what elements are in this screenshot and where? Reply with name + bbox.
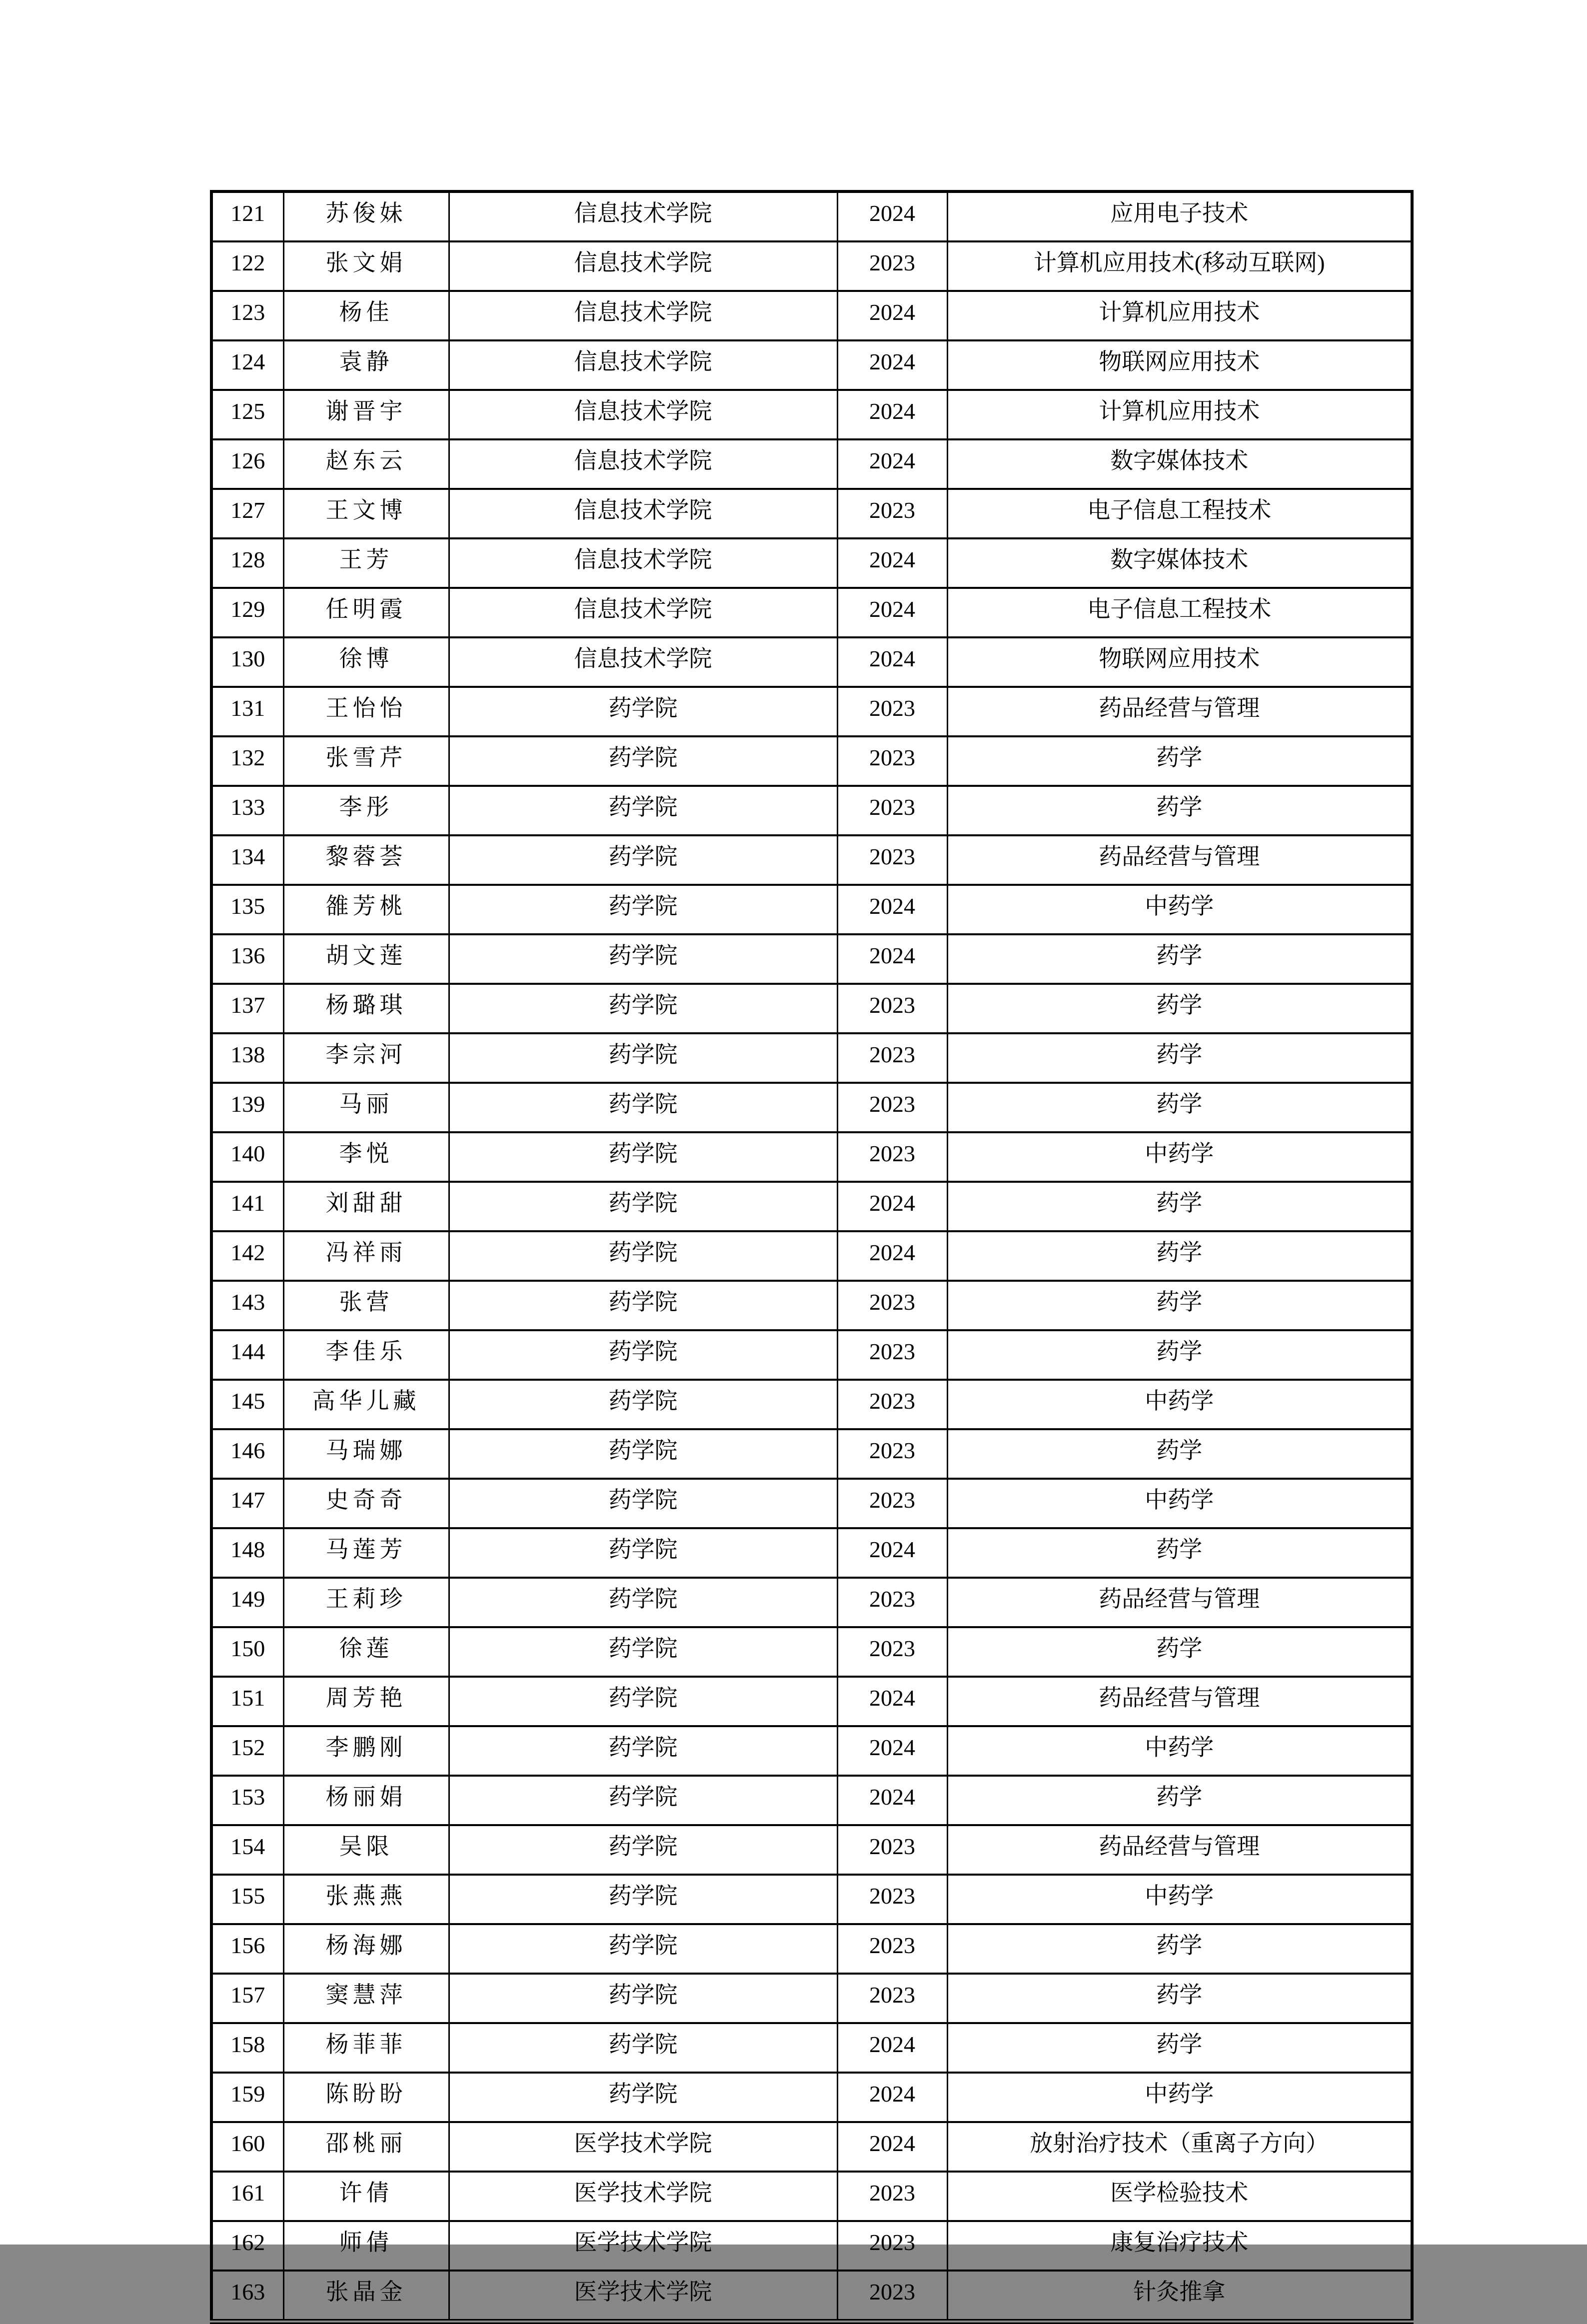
cell-college: 药学院 [449,1627,837,1677]
cell-major: 药品经营与管理 [947,687,1412,736]
cell-name: 马丽 [283,1083,449,1132]
cell-major: 数字媒体技术 [947,439,1412,489]
cell-name: 王芳 [283,538,449,588]
cell-number: 135 [211,885,283,934]
cell-college: 药学院 [449,1924,837,1974]
cell-number: 144 [211,1330,283,1380]
cell-year: 2023 [837,1033,947,1083]
cell-name: 张营 [283,1281,449,1330]
cell-name: 张晶金 [283,2271,449,2322]
cell-major: 药品经营与管理 [947,835,1412,885]
cell-year: 2023 [837,1627,947,1677]
table-row [211,1726,1412,1776]
cell-major: 药品经营与管理 [947,1677,1412,1726]
cell-name: 刘甜甜 [283,1182,449,1231]
cell-college: 医学技术学院 [449,2271,837,2322]
table-row [211,1033,1412,1083]
table-row [211,1677,1412,1726]
table-row [211,1429,1412,1479]
table-row [211,291,1412,340]
cell-year: 2024 [837,588,947,637]
cell-name: 雒芳桃 [283,885,449,934]
cell-major: 药学 [947,1182,1412,1231]
cell-college: 信息技术学院 [449,538,837,588]
cell-year: 2023 [837,1380,947,1429]
table-row [211,2271,1412,2322]
table-row [211,984,1412,1033]
cell-year: 2023 [837,2271,947,2322]
cell-name: 高华儿藏 [283,1380,449,1429]
cell-major: 中药学 [947,1479,1412,1528]
cell-college: 信息技术学院 [449,439,837,489]
cell-name: 杨佳 [283,291,449,340]
cell-number: 129 [211,588,283,637]
cell-major: 中药学 [947,1380,1412,1429]
cell-college: 药学院 [449,984,837,1033]
cell-year: 2023 [837,1578,947,1627]
cell-number: 152 [211,1726,283,1776]
cell-number: 133 [211,786,283,835]
cell-major: 药学 [947,1528,1412,1578]
cell-major: 药学 [947,1033,1412,1083]
cell-name: 张雪芹 [283,736,449,786]
cell-number: 145 [211,1380,283,1429]
cell-year: 2024 [837,637,947,687]
table-row [211,1479,1412,1528]
cell-major: 物联网应用技术 [947,637,1412,687]
table-body [211,191,1412,2322]
student-roster-table [210,190,1414,2324]
cell-year: 2024 [837,1182,947,1231]
cell-major: 康复治疗技术 [947,2221,1412,2271]
cell-college: 药学院 [449,1281,837,1330]
cell-year: 2024 [837,2073,947,2122]
cell-number: 161 [211,2172,283,2221]
cell-college: 医学技术学院 [449,2221,837,2271]
cell-number: 124 [211,340,283,390]
table-row [211,1380,1412,1429]
table-row [211,885,1412,934]
cell-college: 医学技术学院 [449,2122,837,2172]
cell-name: 冯祥雨 [283,1231,449,1281]
cell-number: 154 [211,1825,283,1875]
cell-number: 158 [211,2023,283,2073]
cell-number: 121 [211,191,283,241]
cell-college: 信息技术学院 [449,489,837,538]
cell-college: 药学院 [449,1182,837,1231]
cell-number: 140 [211,1132,283,1182]
table-row [211,1281,1412,1330]
cell-year: 2024 [837,934,947,984]
cell-major: 放射治疗技术（重离子方向） [947,2122,1412,2172]
cell-name: 张燕燕 [283,1875,449,1924]
cell-college: 药学院 [449,2023,837,2073]
cell-year: 2024 [837,390,947,439]
table-row [211,1182,1412,1231]
cell-number: 136 [211,934,283,984]
cell-year: 2024 [837,2023,947,2073]
cell-number: 138 [211,1033,283,1083]
cell-college: 药学院 [449,1330,837,1380]
cell-college: 药学院 [449,1875,837,1924]
cell-name: 谢晋宇 [283,390,449,439]
cell-name: 徐莲 [283,1627,449,1677]
table-row [211,538,1412,588]
cell-number: 150 [211,1627,283,1677]
table-row [211,1083,1412,1132]
cell-major: 药学 [947,1330,1412,1380]
table-row [211,1578,1412,1627]
table-row [211,1528,1412,1578]
cell-college: 药学院 [449,1776,837,1825]
cell-college: 药学院 [449,934,837,984]
cell-college: 信息技术学院 [449,637,837,687]
cell-year: 2023 [837,1281,947,1330]
cell-college: 药学院 [449,1726,837,1776]
cell-year: 2023 [837,1429,947,1479]
cell-number: 148 [211,1528,283,1578]
cell-name: 苏俊妹 [283,191,449,241]
cell-name: 赵东云 [283,439,449,489]
cell-number: 139 [211,1083,283,1132]
cell-major: 中药学 [947,1875,1412,1924]
cell-number: 156 [211,1924,283,1974]
cell-name: 黎蓉荟 [283,835,449,885]
table-row [211,687,1412,736]
cell-college: 药学院 [449,1825,837,1875]
cell-year: 2023 [837,835,947,885]
table-row [211,637,1412,687]
cell-major: 药学 [947,1429,1412,1479]
cell-college: 药学院 [449,736,837,786]
cell-year: 2024 [837,538,947,588]
cell-year: 2023 [837,1479,947,1528]
cell-year: 2024 [837,1726,947,1776]
cell-year: 2024 [837,291,947,340]
table-row [211,1627,1412,1677]
cell-name: 杨菲菲 [283,2023,449,2073]
cell-year: 2023 [837,1924,947,1974]
cell-year: 2023 [837,241,947,291]
cell-name: 李悦 [283,1132,449,1182]
cell-college: 药学院 [449,1578,837,1627]
cell-college: 药学院 [449,1231,837,1281]
table-row [211,241,1412,291]
cell-major: 中药学 [947,1132,1412,1182]
table-row [211,835,1412,885]
cell-number: 125 [211,390,283,439]
cell-name: 马瑞娜 [283,1429,449,1479]
cell-major: 药学 [947,786,1412,835]
cell-number: 153 [211,1776,283,1825]
cell-major: 药学 [947,2023,1412,2073]
cell-name: 任明霞 [283,588,449,637]
cell-name: 李宗河 [283,1033,449,1083]
cell-number: 123 [211,291,283,340]
cell-college: 信息技术学院 [449,291,837,340]
cell-major: 药品经营与管理 [947,1578,1412,1627]
cell-year: 2023 [837,1330,947,1380]
cell-name: 周芳艳 [283,1677,449,1726]
cell-number: 160 [211,2122,283,2172]
cell-number: 132 [211,736,283,786]
cell-major: 药学 [947,1627,1412,1677]
cell-major: 数字媒体技术 [947,538,1412,588]
cell-college: 药学院 [449,687,837,736]
cell-college: 药学院 [449,1528,837,1578]
cell-number: 143 [211,1281,283,1330]
cell-name: 胡文莲 [283,934,449,984]
cell-major: 药学 [947,984,1412,1033]
table-row [211,2073,1412,2122]
cell-number: 147 [211,1479,283,1528]
cell-major: 药品经营与管理 [947,1825,1412,1875]
cell-college: 药学院 [449,1033,837,1083]
cell-major: 中药学 [947,2073,1412,2122]
cell-major: 药学 [947,1974,1412,2023]
cell-name: 马莲芳 [283,1528,449,1578]
cell-college: 信息技术学院 [449,390,837,439]
cell-major: 药学 [947,1083,1412,1132]
table-row [211,340,1412,390]
cell-number: 134 [211,835,283,885]
table-row [211,2122,1412,2172]
cell-college: 药学院 [449,1429,837,1479]
cell-college: 药学院 [449,885,837,934]
cell-number: 137 [211,984,283,1033]
cell-major: 应用电子技术 [947,191,1412,241]
table-row [211,588,1412,637]
cell-year: 2024 [837,885,947,934]
cell-year: 2023 [837,489,947,538]
cell-name: 李鹏刚 [283,1726,449,1776]
cell-year: 2023 [837,1083,947,1132]
table-row [211,2023,1412,2073]
cell-year: 2024 [837,439,947,489]
cell-college: 信息技术学院 [449,241,837,291]
cell-year: 2023 [837,786,947,835]
cell-name: 王莉珍 [283,1578,449,1627]
cell-college: 药学院 [449,1974,837,2023]
table-row [211,2221,1412,2271]
cell-number: 162 [211,2221,283,2271]
cell-number: 127 [211,489,283,538]
cell-name: 李佳乐 [283,1330,449,1380]
table-row [211,439,1412,489]
cell-number: 146 [211,1429,283,1479]
cell-year: 2023 [837,1974,947,2023]
cell-major: 计算机应用技术 [947,291,1412,340]
cell-name: 窦慧萍 [283,1974,449,2023]
cell-college: 信息技术学院 [449,191,837,241]
cell-year: 2024 [837,1231,947,1281]
cell-year: 2024 [837,1776,947,1825]
cell-name: 吴限 [283,1825,449,1875]
cell-major: 计算机应用技术 [947,390,1412,439]
cell-major: 中药学 [947,885,1412,934]
cell-name: 李彤 [283,786,449,835]
table-row [211,390,1412,439]
cell-year: 2023 [837,2172,947,2221]
cell-number: 163 [211,2271,283,2322]
cell-name: 陈盼盼 [283,2073,449,2122]
cell-major: 药学 [947,1281,1412,1330]
cell-college: 信息技术学院 [449,588,837,637]
cell-major: 电子信息工程技术 [947,588,1412,637]
cell-college: 药学院 [449,1380,837,1429]
cell-major: 中药学 [947,1726,1412,1776]
table-row [211,2172,1412,2221]
cell-year: 2024 [837,340,947,390]
cell-year: 2024 [837,1528,947,1578]
cell-name: 王怡怡 [283,687,449,736]
cell-name: 邵桃丽 [283,2122,449,2172]
cell-college: 药学院 [449,1479,837,1528]
cell-number: 155 [211,1875,283,1924]
cell-major: 针灸推拿 [947,2271,1412,2322]
cell-name: 王文博 [283,489,449,538]
cell-major: 药学 [947,934,1412,984]
table-row [211,1974,1412,2023]
cell-number: 157 [211,1974,283,2023]
cell-number: 128 [211,538,283,588]
table-row [211,489,1412,538]
cell-name: 史奇奇 [283,1479,449,1528]
cell-major: 药学 [947,736,1412,786]
cell-number: 131 [211,687,283,736]
cell-number: 149 [211,1578,283,1627]
table-row [211,1924,1412,1974]
cell-college: 医学技术学院 [449,2172,837,2221]
cell-year: 2024 [837,191,947,241]
cell-number: 159 [211,2073,283,2122]
cell-number: 151 [211,1677,283,1726]
cell-name: 袁静 [283,340,449,390]
table-row [211,1231,1412,1281]
table-row [211,1875,1412,1924]
cell-number: 122 [211,241,283,291]
cell-number: 126 [211,439,283,489]
cell-name: 许倩 [283,2172,449,2221]
cell-name: 杨璐琪 [283,984,449,1033]
table-row [211,191,1412,241]
cell-year: 2023 [837,1875,947,1924]
cell-year: 2024 [837,2122,947,2172]
cell-major: 医学检验技术 [947,2172,1412,2221]
cell-name: 张文娟 [283,241,449,291]
cell-year: 2023 [837,2221,947,2271]
cell-major: 电子信息工程技术 [947,489,1412,538]
cell-major: 物联网应用技术 [947,340,1412,390]
cell-college: 药学院 [449,786,837,835]
table-row [211,1776,1412,1825]
cell-year: 2023 [837,687,947,736]
cell-college: 药学院 [449,2073,837,2122]
cell-year: 2023 [837,736,947,786]
table-row [211,786,1412,835]
cell-college: 药学院 [449,1677,837,1726]
cell-college: 药学院 [449,1132,837,1182]
cell-college: 药学院 [449,1083,837,1132]
cell-year: 2024 [837,1677,947,1726]
cell-name: 杨丽娟 [283,1776,449,1825]
cell-year: 2023 [837,1132,947,1182]
cell-name: 徐博 [283,637,449,687]
cell-number: 141 [211,1182,283,1231]
table-row [211,1825,1412,1875]
cell-year: 2023 [837,1825,947,1875]
table-row [211,1330,1412,1380]
table-row [211,736,1412,786]
cell-number: 142 [211,1231,283,1281]
cell-name: 杨海娜 [283,1924,449,1974]
cell-major: 药学 [947,1924,1412,1974]
cell-major: 计算机应用技术(移动互联网) [947,241,1412,291]
table-row [211,934,1412,984]
cell-year: 2023 [837,984,947,1033]
cell-name: 师倩 [283,2221,449,2271]
cell-major: 药学 [947,1776,1412,1825]
cell-major: 药学 [947,1231,1412,1281]
cell-college: 药学院 [449,835,837,885]
cell-number: 130 [211,637,283,687]
table-row [211,1132,1412,1182]
cell-college: 信息技术学院 [449,340,837,390]
